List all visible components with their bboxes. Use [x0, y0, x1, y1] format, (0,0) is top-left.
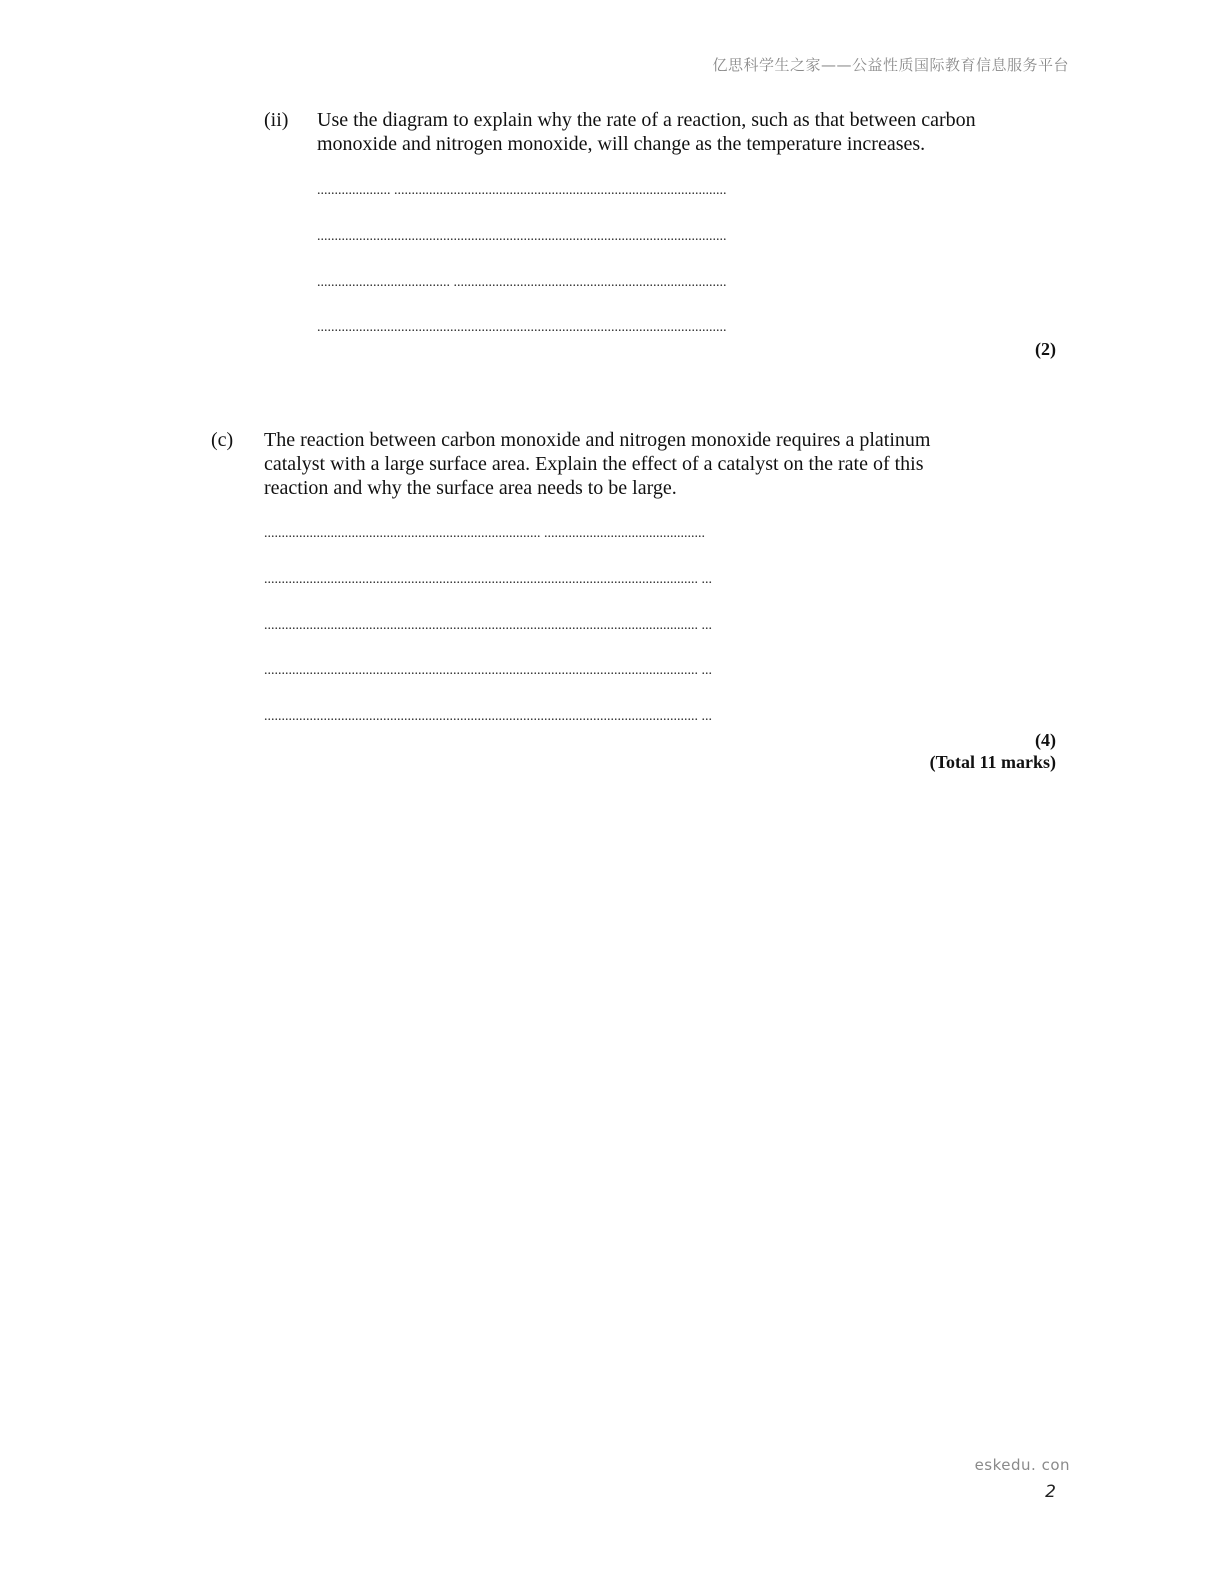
answer-line[interactable]: ............................................................................................................................ ... [264, 618, 712, 633]
answer-line[interactable]: ............................................................................................................................ ... [264, 709, 712, 724]
answer-line[interactable]: ...................................... .............................................................................. [317, 275, 727, 290]
part-c-question [264, 428, 930, 500]
answer-line[interactable]: ............................................................................................................................ ... [264, 572, 712, 587]
answer-line[interactable]: ............................................................................... .............................................. [264, 526, 705, 541]
answer-line[interactable]: ..................................................................................................................... [317, 229, 727, 244]
question-line: monoxide and nitrogen monoxide, will change as the temperature increases. [317, 133, 926, 155]
question-line: catalyst with a large surface area. Explain the effect of a catalyst on the rate of this [264, 453, 924, 475]
question-line: The reaction between carbon monoxide and nitrogen monoxide requires a platinum [264, 429, 931, 451]
part-ii-label: (ii) [264, 109, 289, 131]
page-number: 2 [1045, 1482, 1056, 1502]
header-watermark: 亿思科学生之家——公益性质国际教育信息服务平台 [712, 56, 1069, 74]
question-line: Use the diagram to explain why the rate of a reaction, such as that between carbon [317, 109, 976, 131]
marks-part-ii: (2) [1035, 339, 1056, 359]
part-ii-question [317, 108, 976, 156]
marks-value: (4) [1035, 730, 1056, 750]
question-line: reaction and why the surface area needs to be large. [264, 477, 677, 499]
answer-line[interactable]: ..................... ............................................................................................... [317, 183, 727, 198]
answer-line[interactable]: ............................................................................................................................ ... [264, 663, 712, 678]
footer-url: eskedu. con [974, 1456, 1070, 1474]
part-c-label: (c) [211, 429, 234, 451]
answer-line[interactable]: ..................................................................................................................... [317, 320, 727, 335]
total-marks: (Total 11 marks) [929, 752, 1056, 772]
marks-part-c [930, 729, 1056, 773]
